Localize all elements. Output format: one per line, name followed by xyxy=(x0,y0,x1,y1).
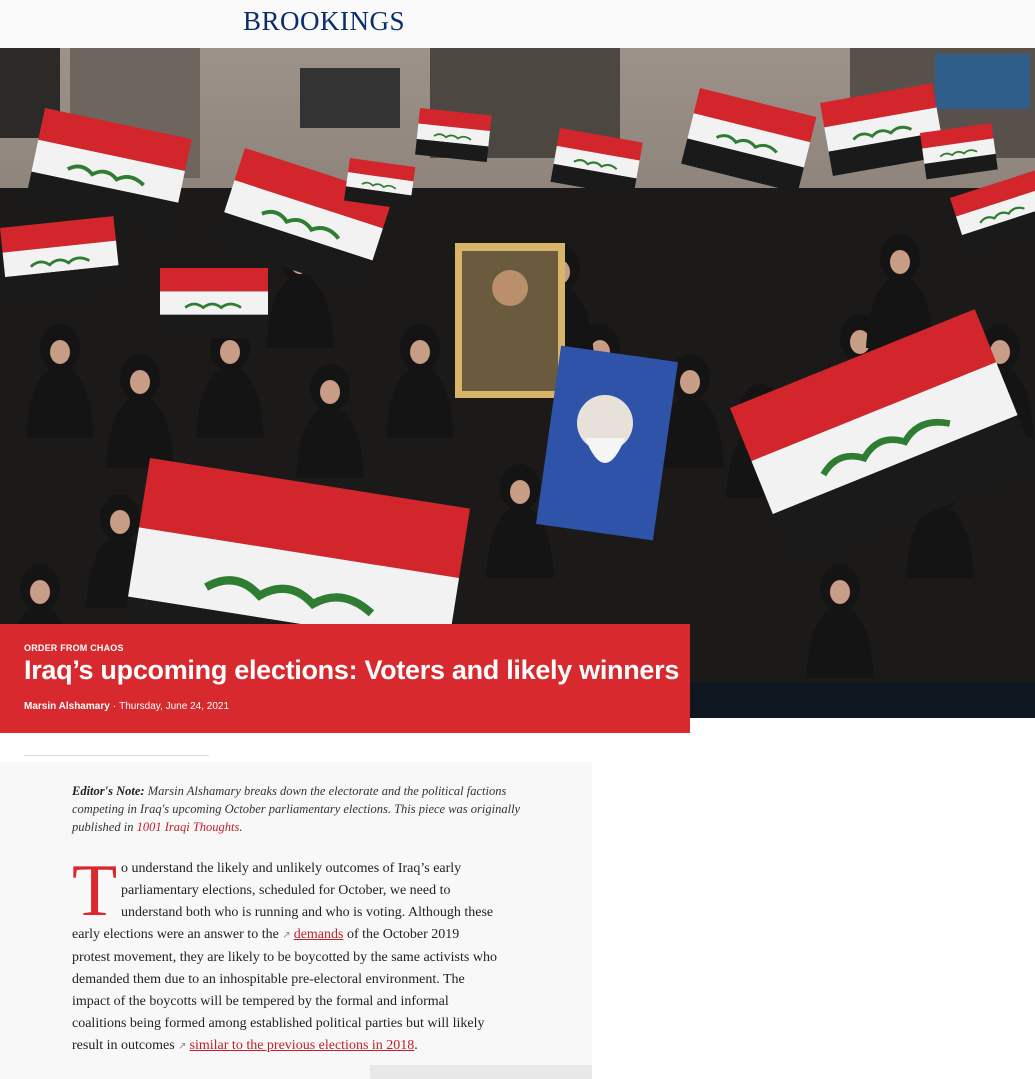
external-link-icon: ↗ xyxy=(282,930,291,941)
publish-date: Thursday, June 24, 2021 xyxy=(119,701,230,712)
editor-note-end: . xyxy=(239,820,243,834)
site-header xyxy=(0,0,1035,48)
body-line-3: understand both who is running and who is voting. Although these xyxy=(121,905,494,920)
byline-separator: · xyxy=(112,701,117,712)
kicker-link[interactable]: ORDER FROM CHAOS xyxy=(24,643,124,653)
editor-note-text: Marsin Alshamary breaks down the electorate and the political factions competing in Iraq's upcoming October parliamentary elections. This piece was originally published in xyxy=(72,784,521,834)
title-box xyxy=(0,624,690,733)
byline xyxy=(24,701,229,712)
editor-note xyxy=(72,782,532,836)
article-body xyxy=(0,762,592,1079)
body-line-2: parliamentary elections, scheduled for October, we need to xyxy=(121,883,451,898)
external-link-icon: ↗ xyxy=(178,1041,187,1052)
body-line-8: coalitions being formed among established political parties but will likely xyxy=(72,1016,485,1031)
page-title: Iraq’s upcoming elections: Voters and likely winners xyxy=(24,655,680,685)
source-link[interactable]: 1001 Iraqi Thoughts xyxy=(136,820,240,834)
body-line-9 xyxy=(72,1035,527,1058)
hero-shadow xyxy=(690,682,1035,718)
body-line-9-end: . xyxy=(414,1038,418,1053)
body-line-4 xyxy=(72,924,527,947)
body-line-7: impact of the boycotts will be tempered by the formal and informal xyxy=(72,994,449,1009)
previous-elections-link[interactable]: similar to the previous elections in 2018 xyxy=(189,1038,415,1053)
body-paragraph xyxy=(72,850,527,1058)
body-line-5: protest movement, they are likely to be boycotted by the same activists who xyxy=(72,950,497,965)
body-line-9-start: result in outcomes xyxy=(72,1038,175,1053)
divider xyxy=(24,755,209,756)
body-line-1: o understand the likely and unlikely outcomes of Iraq’s early xyxy=(121,861,462,876)
bottom-bar xyxy=(370,1065,592,1079)
author-link[interactable]: Marsin Alshamary xyxy=(24,701,110,712)
drop-cap: T xyxy=(72,850,118,932)
hero-photo-illustration xyxy=(0,48,1035,718)
demands-link[interactable]: demands xyxy=(293,927,344,942)
body-line-4-end: of the October 2019 xyxy=(346,927,460,942)
body-line-6: demanded them due to an inhospitable pre-electoral environment. The xyxy=(72,972,465,987)
body-line-4-start: early elections were an answer to the xyxy=(72,927,279,942)
editor-note-label: Editor's Note: xyxy=(72,784,145,798)
hero-image xyxy=(0,48,1035,718)
brookings-logo[interactable]: BROOKINGS xyxy=(243,6,406,36)
